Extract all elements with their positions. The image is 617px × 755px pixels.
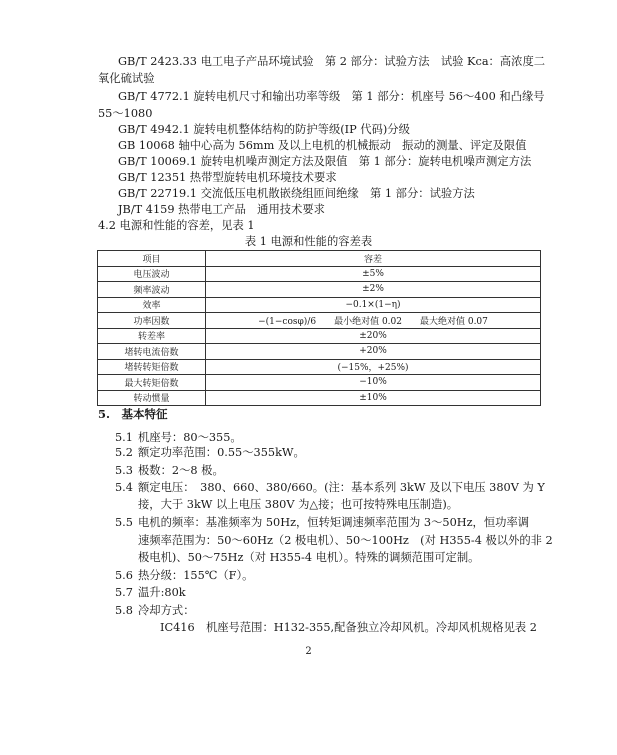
page-number: 2 — [305, 646, 312, 657]
spec-text: 热分级：155℃（F）。 — [138, 569, 254, 582]
row-tolerance: −10% — [206, 375, 541, 391]
table-row — [98, 313, 541, 329]
table-row — [98, 375, 541, 391]
spec-5-5-cont: 极电机)、50～75Hz（对 H355-4 电机）。特殊的调频范围可定制。 — [138, 551, 480, 564]
table-row — [98, 266, 541, 282]
table-header-row — [98, 251, 541, 267]
spec-5-7 — [115, 586, 186, 599]
row-item: 效率 — [98, 297, 206, 313]
table-row — [98, 344, 541, 360]
standard-ref: JB/T 4159 热带电工产品 通用技术要求 — [118, 203, 325, 216]
standard-ref: GB/T 2423.33 电工电子产品环境试验 第 2 部分：试验方法 试验 Kca：高浓度二 — [118, 55, 546, 68]
row-tolerance: ±10% — [206, 390, 541, 406]
standard-ref-cont: 55～1080 — [98, 107, 153, 120]
spec-number: 5.5 — [115, 516, 133, 529]
row-item: 频率波动 — [98, 282, 206, 298]
row-item: 功率因数 — [98, 313, 206, 329]
row-tolerance: −(1−cosφ)/6 最小绝对值 0.02 最大绝对值 0.07 — [206, 313, 541, 329]
table-row — [98, 359, 541, 375]
standard-ref: GB/T 22719.1 交流低压电机散嵌绕组匝间绝缘 第 1 部分：试验方法 — [118, 187, 475, 200]
row-item: 最大转矩倍数 — [98, 375, 206, 391]
spec-5-5-cont: 速频率范围为：50～60Hz（2 极电机）、50～100Hz (对 H355-4 极以外的非 2 — [138, 534, 553, 547]
row-tolerance: ±2% — [206, 282, 541, 298]
section-5-heading: 5. 基本特征 — [98, 407, 168, 421]
row-item: 堵转电流倍数 — [98, 344, 206, 360]
spec-number: 5.6 — [115, 569, 133, 582]
spec-5-4 — [115, 481, 545, 494]
spec-5-5 — [115, 516, 529, 529]
spec-number: 5.3 — [115, 464, 133, 477]
row-tolerance: −0.1×(1−η) — [206, 297, 541, 313]
standard-ref-cont: 氧化硫试验 — [98, 72, 155, 85]
spec-text: 电机的频率：基准频率为 50Hz，恒转矩调速频率范围为 3～50Hz，恒功率调 — [138, 516, 530, 529]
row-tolerance: ±5% — [206, 266, 541, 282]
standard-ref: GB/T 4942.1 旋转电机整体结构的防护等级(IP 代码)分级 — [118, 123, 410, 136]
header-tolerance: 容差 — [206, 251, 541, 267]
spec-text: 机座号：80～355。 — [138, 431, 242, 444]
standard-ref: GB/T 12351 热带型旋转电机环境技术要求 — [118, 171, 337, 184]
section-4-2-heading: 4.2 电源和性能的容差，见表 1 — [98, 219, 255, 232]
spec-text: 极数：2～8 极。 — [138, 464, 224, 477]
row-item: 转动惯量 — [98, 390, 206, 406]
spec-5-1 — [115, 431, 242, 444]
spec-5-2 — [115, 446, 305, 459]
spec-number: 5.7 — [115, 586, 133, 599]
table-row — [98, 390, 541, 406]
standard-ref: GB 10068 轴中心高为 56mm 及以上电机的机械振动 振动的测量、评定及限值 — [118, 139, 527, 152]
standard-ref: GB/T 4772.1 旋转电机尺寸和输出功率等级 第 1 部分：机座号 56～400 和凸缘号 — [118, 90, 545, 103]
spec-5-6 — [115, 569, 253, 582]
spec-5-8 — [115, 604, 195, 617]
row-tolerance: ±20% — [206, 328, 541, 344]
spec-text: 温升:80k — [138, 586, 186, 599]
spec-number: 5.2 — [115, 446, 133, 459]
header-item: 项目 — [98, 251, 206, 267]
standard-ref: GB/T 10069.1 旋转电机噪声测定方法及限值 第 1 部分：旋转电机噪声测定方法 — [118, 155, 532, 168]
row-item: 电压波动 — [98, 266, 206, 282]
tolerance-table — [97, 250, 541, 406]
row-item: 堵转转矩倍数 — [98, 359, 206, 375]
table-row — [98, 297, 541, 313]
row-tolerance: (−15%，+25%) — [206, 359, 541, 375]
spec-number: 5.4 — [115, 481, 133, 494]
row-item: 转差率 — [98, 328, 206, 344]
table-row — [98, 282, 541, 298]
spec-number: 5.1 — [115, 431, 133, 444]
spec-text: 冷却方式： — [138, 604, 195, 617]
spec-number: 5.8 — [115, 604, 133, 617]
spec-text: 额定功率范围：0.55～355kW。 — [138, 446, 305, 459]
table-caption: 表 1 电源和性能的容差表 — [244, 235, 373, 248]
spec-text: 额定电压： 380、660、380/660。(注：基本系列 3kW 及以下电压 380V 为 Y — [138, 481, 545, 494]
row-tolerance: +20% — [206, 344, 541, 360]
spec-5-8-cont: IC416 机座号范围：H132-355,配备独立冷却风机。冷却风机规格见表 2 — [160, 621, 537, 634]
spec-5-3 — [115, 464, 224, 477]
spec-5-4-cont: 接，大于 3kW 以上电压 380V 为△接；也可按特殊电压制造)。 — [138, 498, 459, 511]
table-row — [98, 328, 541, 344]
